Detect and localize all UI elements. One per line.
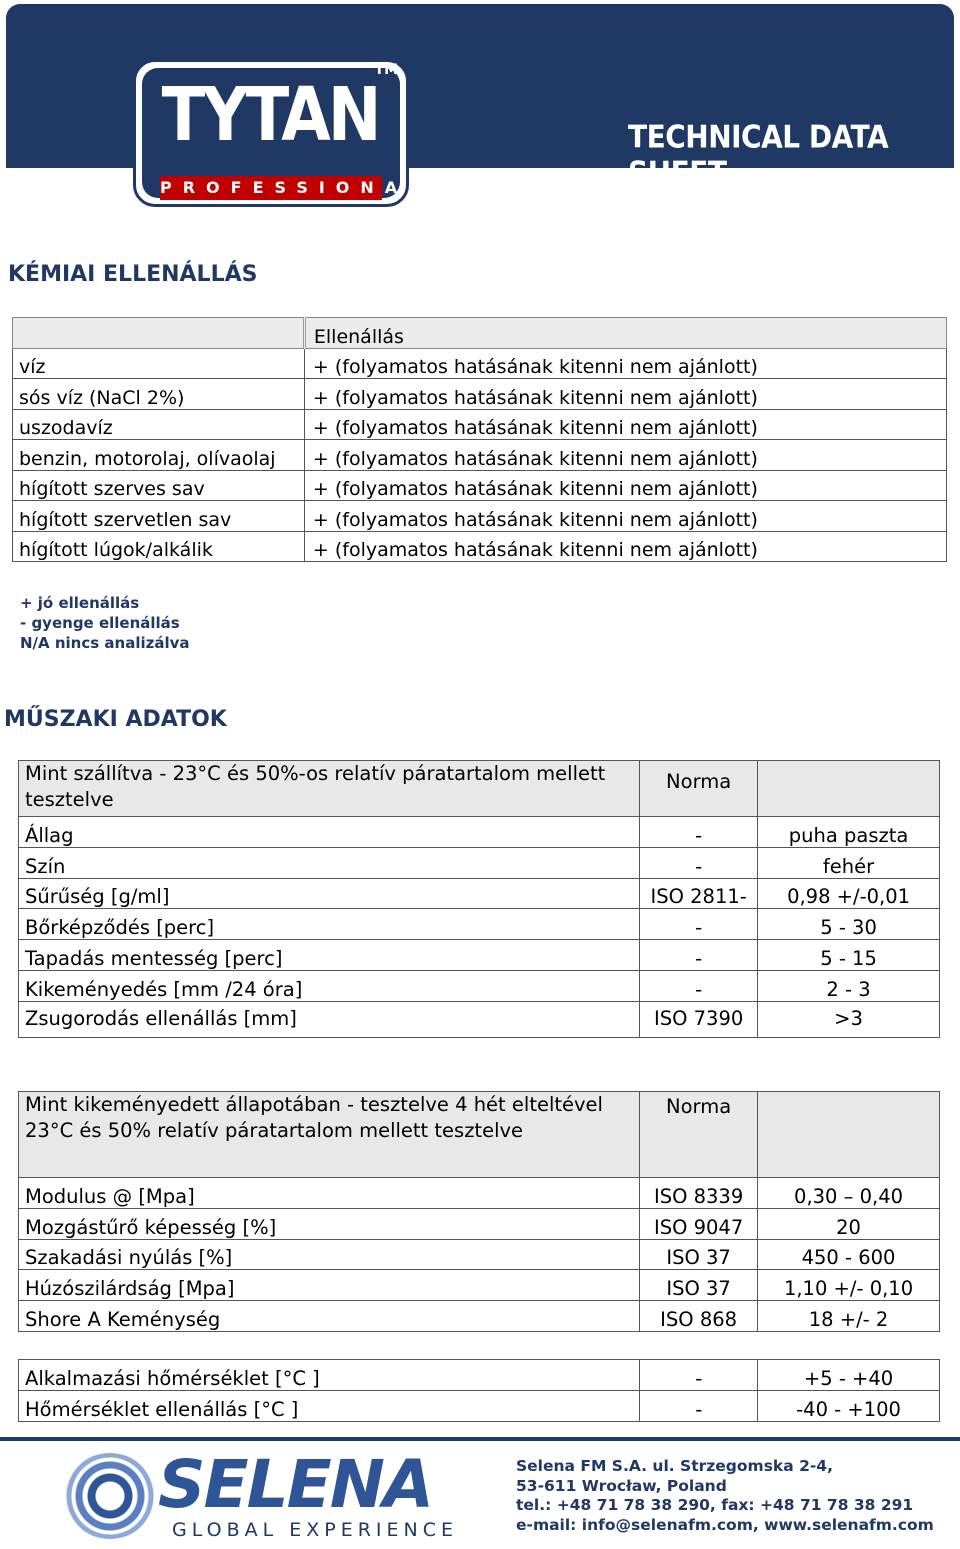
value-header-cell [758, 761, 940, 817]
professional-label: PROFESSIONAL [160, 178, 430, 197]
medium-cell: benzin, motorolaj, olívaolaj [13, 440, 305, 471]
property-cell: Sűrűség [g/ml] [19, 878, 640, 909]
value-cell: puha paszta [758, 817, 940, 848]
norm-cell: ISO 9047 [640, 1208, 758, 1239]
value-cell: 0,30 – 0,40 [758, 1178, 940, 1209]
property-cell: Zsugorodás ellenállás [mm] [19, 1001, 640, 1037]
table-row [13, 531, 947, 562]
value-cell: 20 [758, 1208, 940, 1239]
tech-section-title: MŰSZAKI ADATOK [4, 707, 227, 732]
trademark-mark: TM [374, 62, 398, 78]
table-row [13, 409, 947, 440]
table-row [19, 847, 940, 878]
company-address [516, 1457, 934, 1535]
table-row [19, 1301, 940, 1332]
table-row [19, 970, 940, 1001]
table-row [13, 470, 947, 501]
norm-header: Norma [640, 1092, 758, 1178]
norm-cell: ISO 37 [640, 1239, 758, 1270]
norm-cell: - [640, 1390, 758, 1421]
property-cell: Állag [19, 817, 640, 848]
cured-header: Mint kikeményedett állapotában - tesztelve 4 hét elteltével 23°C és 50% relatív páratartalom mellett tesztelve [19, 1092, 640, 1178]
value-cell: 0,98 +/-0,01 [758, 878, 940, 909]
table-row [13, 379, 947, 410]
property-cell: Mozgástűrő képesség [%] [19, 1208, 640, 1239]
resistance-legend [20, 593, 190, 653]
tytan-logo [133, 59, 430, 207]
contact-phone-line: tel.: +48 71 78 38 290, fax: +48 71 78 38 291 [516, 1496, 914, 1514]
table-row [19, 1208, 940, 1239]
selena-swirl-icon [64, 1453, 156, 1539]
chem-resistance-table [12, 317, 947, 562]
table-row [19, 909, 940, 940]
value-cell: 2 - 3 [758, 970, 940, 1001]
value-cell: +5 - +40 [758, 1360, 940, 1391]
norm-cell: - [640, 940, 758, 971]
resistance-cell: + (folyamatos hatásának kitenni nem ajánlott) [304, 348, 946, 379]
table-row [13, 440, 947, 471]
table-row [19, 1360, 940, 1391]
value-header-cell [758, 1092, 940, 1178]
table-row [19, 817, 940, 848]
property-cell: Shore A Keménység [19, 1301, 640, 1332]
legend-good: + jó ellenállás [20, 594, 140, 612]
resistance-cell: + (folyamatos hatásának kitenni nem ajánlott) [304, 501, 946, 532]
norm-cell: - [640, 817, 758, 848]
resistance-cell: + (folyamatos hatásának kitenni nem ajánlott) [304, 470, 946, 501]
property-cell: Húzószilárdság [Mpa] [19, 1270, 640, 1301]
selena-tagline: GLOBAL EXPERIENCE [172, 1519, 459, 1541]
as-supplied-header: Mint szállítva - 23°C és 50%-os relatív páratartalom mellett tesztelve [19, 761, 640, 817]
value-cell: >3 [758, 1001, 940, 1037]
norm-cell: - [640, 1360, 758, 1391]
tytan-logo-word: TYTAN [161, 73, 379, 159]
norm-cell: - [640, 909, 758, 940]
medium-cell: hígított lúgok/alkálik [13, 531, 305, 562]
resistance-cell: + (folyamatos hatásának kitenni nem ajánlott) [304, 409, 946, 440]
resistance-cell: + (folyamatos hatásának kitenni nem ajánlott) [304, 531, 946, 562]
medium-cell: sós víz (NaCl 2%) [13, 379, 305, 410]
legend-poor: - gyenge ellenállás [20, 614, 180, 632]
medium-header-cell [13, 318, 305, 349]
footer-divider [0, 1437, 960, 1441]
legend-na: N/A nincs analizálva [20, 634, 190, 652]
value-cell: 450 - 600 [758, 1239, 940, 1270]
chem-section-title: KÉMIAI ELLENÁLLÁS [8, 262, 258, 287]
property-cell: Szín [19, 847, 640, 878]
property-cell: Kikeményedés [mm /24 óra] [19, 970, 640, 1001]
property-cell: Hőmérséklet ellenállás [°C ] [19, 1390, 640, 1421]
address-line: 53-611 Wrocław, Poland [516, 1476, 727, 1495]
norm-cell: - [640, 970, 758, 1001]
medium-cell: víz [13, 348, 305, 379]
table-row [19, 878, 940, 909]
property-cell: Szakadási nyúlás [%] [19, 1239, 640, 1270]
resistance-header: Ellenállás [304, 318, 946, 349]
norm-cell: - [640, 847, 758, 878]
norm-cell: ISO 37 [640, 1270, 758, 1301]
selena-brand-word: SELENA [158, 1446, 433, 1523]
norm-cell: ISO 868 [640, 1301, 758, 1332]
contact-email-line: e-mail: info@selenafm.com, www.selenafm.com [516, 1515, 934, 1534]
table-row [19, 1390, 940, 1421]
table-header-row [13, 318, 947, 349]
table-row [13, 501, 947, 532]
address-line: Selena FM S.A. ul. Strzegomska 2-4, [516, 1457, 833, 1475]
norm-cell: ISO 8339 [640, 1178, 758, 1209]
table-row [13, 348, 947, 379]
medium-cell: uszodavíz [13, 409, 305, 440]
property-cell: Alkalmazási hőmérséklet [°C ] [19, 1360, 640, 1391]
property-cell: Modulus @ [Mpa] [19, 1178, 640, 1209]
norm-cell: ISO 2811- [640, 878, 758, 909]
resistance-cell: + (folyamatos hatásának kitenni nem ajánlott) [304, 379, 946, 410]
cured-table [18, 1091, 940, 1332]
table-row [19, 1270, 940, 1301]
resistance-cell: + (folyamatos hatásának kitenni nem ajánlott) [304, 440, 946, 471]
norm-cell: ISO 7390 [640, 1001, 758, 1037]
property-cell: Bőrképződés [perc] [19, 909, 640, 940]
table-row [19, 940, 940, 971]
table-header-row [19, 1092, 940, 1178]
value-cell: -40 - +100 [758, 1390, 940, 1421]
medium-cell: hígított szervetlen sav [13, 501, 305, 532]
table-row [19, 1239, 940, 1270]
table-row [19, 1001, 940, 1037]
as-supplied-table [18, 760, 940, 1038]
table-row [19, 1178, 940, 1209]
document-type-title: TECHNICAL DATA SHEET [628, 118, 889, 192]
value-cell: 18 +/- 2 [758, 1301, 940, 1332]
norm-header: Norma [640, 761, 758, 817]
medium-cell: hígított szerves sav [13, 470, 305, 501]
value-cell: 5 - 15 [758, 940, 940, 971]
temperature-table [18, 1359, 940, 1422]
selena-logo [60, 1447, 510, 1545]
table-header-row [19, 761, 940, 817]
value-cell: 5 - 30 [758, 909, 940, 940]
property-cell: Tapadás mentesség [perc] [19, 940, 640, 971]
value-cell: fehér [758, 847, 940, 878]
value-cell: 1,10 +/- 0,10 [758, 1270, 940, 1301]
professional-bar [160, 176, 430, 200]
